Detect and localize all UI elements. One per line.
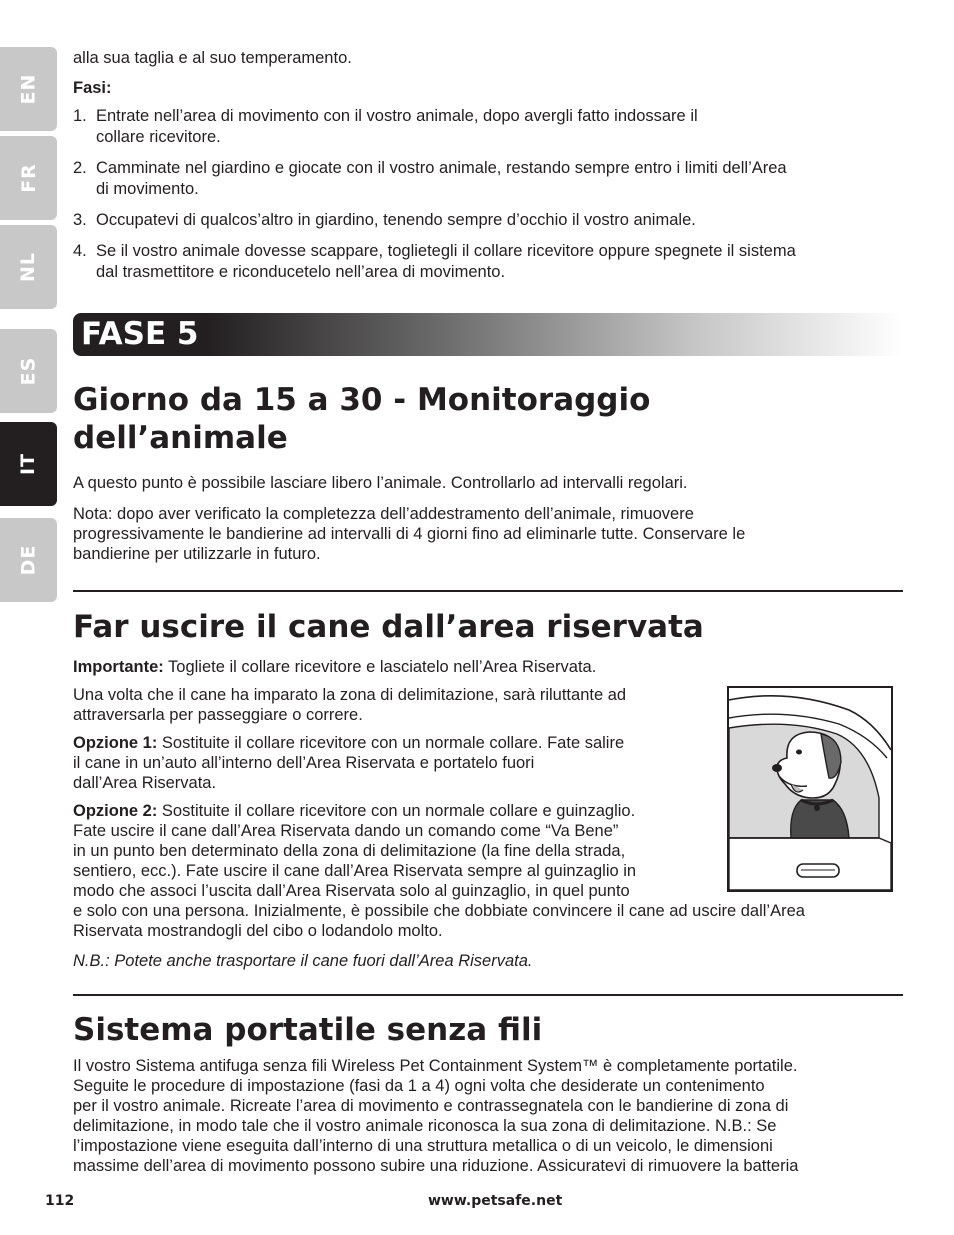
paragraph-line: e solo con una persona. Inizialmente, è possibile che dobbiate convincere il cane ad uscire dall’Area xyxy=(73,902,805,920)
dog-in-car-illustration xyxy=(727,686,893,892)
option2-paragraph xyxy=(73,801,805,941)
tab-en[interactable] xyxy=(0,47,57,131)
option1-text: Sostituite il collare ricevitore con un normale collare. Fate salire xyxy=(157,734,625,752)
tab-en-label: EN xyxy=(17,73,40,105)
section-title-line: dell’animale xyxy=(73,420,288,456)
paragraph-line: Riservata mostrandogli del cibo o lodandolo molto. xyxy=(73,922,443,940)
section-title-line: Giorno da 15 a 30 - Monitoraggio xyxy=(73,382,651,418)
option2-label: Opzione 2: xyxy=(73,802,158,820)
section-title-portable: Sistema portatile senza fili xyxy=(73,1012,543,1048)
tab-fr-label: FR xyxy=(17,163,40,193)
paragraph-line: l’impostazione viene eseguita dall’interno di una struttura metallica o di un veicolo, le dimensioni xyxy=(73,1137,773,1155)
paragraph-line: sentiero, ecc.). Fate uscire il cane dall’Area Riservata sempre al guinzaglio in xyxy=(73,862,637,880)
step-text: Camminate nel giardino e giocate con il vostro animale, restando sempre entro i limiti dell’Area xyxy=(96,159,787,177)
paragraph-line: il cane in un’auto all’interno dell’Area Riservata e portatelo fuori xyxy=(73,754,535,772)
tab-es-label: ES xyxy=(17,356,40,386)
step-text: Entrate nell’area di movimento con il vostro animale, dopo avergli fatto indossare il xyxy=(96,107,698,125)
step-text: di movimento. xyxy=(96,180,199,198)
important-label: Importante: xyxy=(73,658,164,676)
section-divider xyxy=(73,994,903,996)
transport-note: N.B.: Potete anche trasportare il cane fuori dall’Area Riservata. xyxy=(73,952,533,970)
step-number: 4. xyxy=(73,242,87,260)
paragraph-line: Una volta che il cane ha imparato la zona di delimitazione, sarà riluttante ad xyxy=(73,686,627,704)
option1-label: Opzione 1: xyxy=(73,734,158,752)
step-text: Occupatevi di qualcos’altro in giardino, tenendo sempre d’occhio il vostro animale. xyxy=(96,211,696,229)
paragraph-line: per il vostro animale. Ricreate l’area di movimento e contrassegnatela con le bandierine di zona di xyxy=(73,1097,789,1115)
paragraph-line: delimitazione, in modo tale che il vostro animale riconosca la sua zona di delimitazione. N.B.: Se xyxy=(73,1117,777,1135)
section-title-exit-area: Far uscire il cane dall’area riservata xyxy=(73,609,704,645)
paragraph-line: modo che associ l’uscita dall’Area Riservata solo al guinzaglio, in quel punto xyxy=(73,882,630,900)
tab-it[interactable] xyxy=(0,422,57,506)
important-text: Togliete il collare ricevitore e lasciatelo nell’Area Riservata. xyxy=(163,658,597,676)
exit-intro-paragraph xyxy=(73,685,626,725)
dog-car-drawing xyxy=(729,688,891,890)
note-line: progressivamente le bandierine ad intervalli di 4 giorni fino ad eliminarle tutte. Conservare le xyxy=(73,525,746,543)
step-number: 1. xyxy=(73,107,87,125)
note-line: Nota: dopo aver verificato la completezza dell’addestramento dell’animale, rimuovere xyxy=(73,505,694,523)
paragraph-line: in un punto ben determinato della zona di delimitazione (la fine della strada, xyxy=(73,842,626,860)
page-number: 112 xyxy=(45,1193,75,1209)
tab-fr[interactable] xyxy=(0,136,57,220)
paragraph-line: Seguite le procedure di impostazione (fasi da 1 a 4) ogni volta che desiderate un contenimento xyxy=(73,1077,765,1095)
paragraph-line: Il vostro Sistema antifuga senza fili Wireless Pet Containment System™ è completamente portatile. xyxy=(73,1057,798,1075)
step-text: dal trasmettitore e riconducetelo nell’area di movimento. xyxy=(96,263,506,281)
tab-nl[interactable] xyxy=(0,225,57,309)
tab-es[interactable] xyxy=(0,329,57,413)
section-title-monitoring xyxy=(73,381,650,457)
step-text: collare ricevitore. xyxy=(96,128,221,146)
option1-paragraph xyxy=(73,733,624,793)
footer-website-link[interactable]: www.petsafe.net xyxy=(428,1193,563,1209)
phase-banner xyxy=(73,313,903,356)
monitoring-paragraph: A questo punto è possibile lasciare libero l’animale. Controllarlo ad intervalli regolari. xyxy=(73,474,688,492)
step-number: 3. xyxy=(73,211,87,229)
note-line: bandierine per utilizzarle in futuro. xyxy=(73,545,321,563)
tab-it-label: IT xyxy=(17,452,40,476)
intro-continuation: alla sua taglia e al suo temperamento. xyxy=(73,49,352,67)
section-divider xyxy=(73,590,903,592)
paragraph-line: Fate uscire il cane dall’Area Riservata dando un comando come “Va Bene” xyxy=(73,822,619,840)
portable-paragraph xyxy=(73,1056,798,1176)
step-number: 2. xyxy=(73,159,87,177)
steps-label: Fasi: xyxy=(73,79,112,97)
tab-de[interactable] xyxy=(0,518,57,602)
step-text: Se il vostro animale dovesse scappare, toglietegli il collare ricevitore oppure spegnete il sistema xyxy=(96,242,796,260)
paragraph-line: attraversarla per passeggiare o correre. xyxy=(73,706,363,724)
phase-banner-title: FASE 5 xyxy=(81,316,199,352)
monitoring-note xyxy=(73,504,745,564)
paragraph-line: dall’Area Riservata. xyxy=(73,774,217,792)
tab-de-label: DE xyxy=(17,544,40,576)
paragraph-line: massime dell’area di movimento possono subire una riduzione. Assicuratevi di rimuovere la batteria xyxy=(73,1157,799,1175)
option2-text: Sostituite il collare ricevitore con un normale collare e guinzaglio. xyxy=(157,802,636,820)
important-paragraph xyxy=(73,657,596,677)
tab-nl-label: NL xyxy=(17,251,40,283)
